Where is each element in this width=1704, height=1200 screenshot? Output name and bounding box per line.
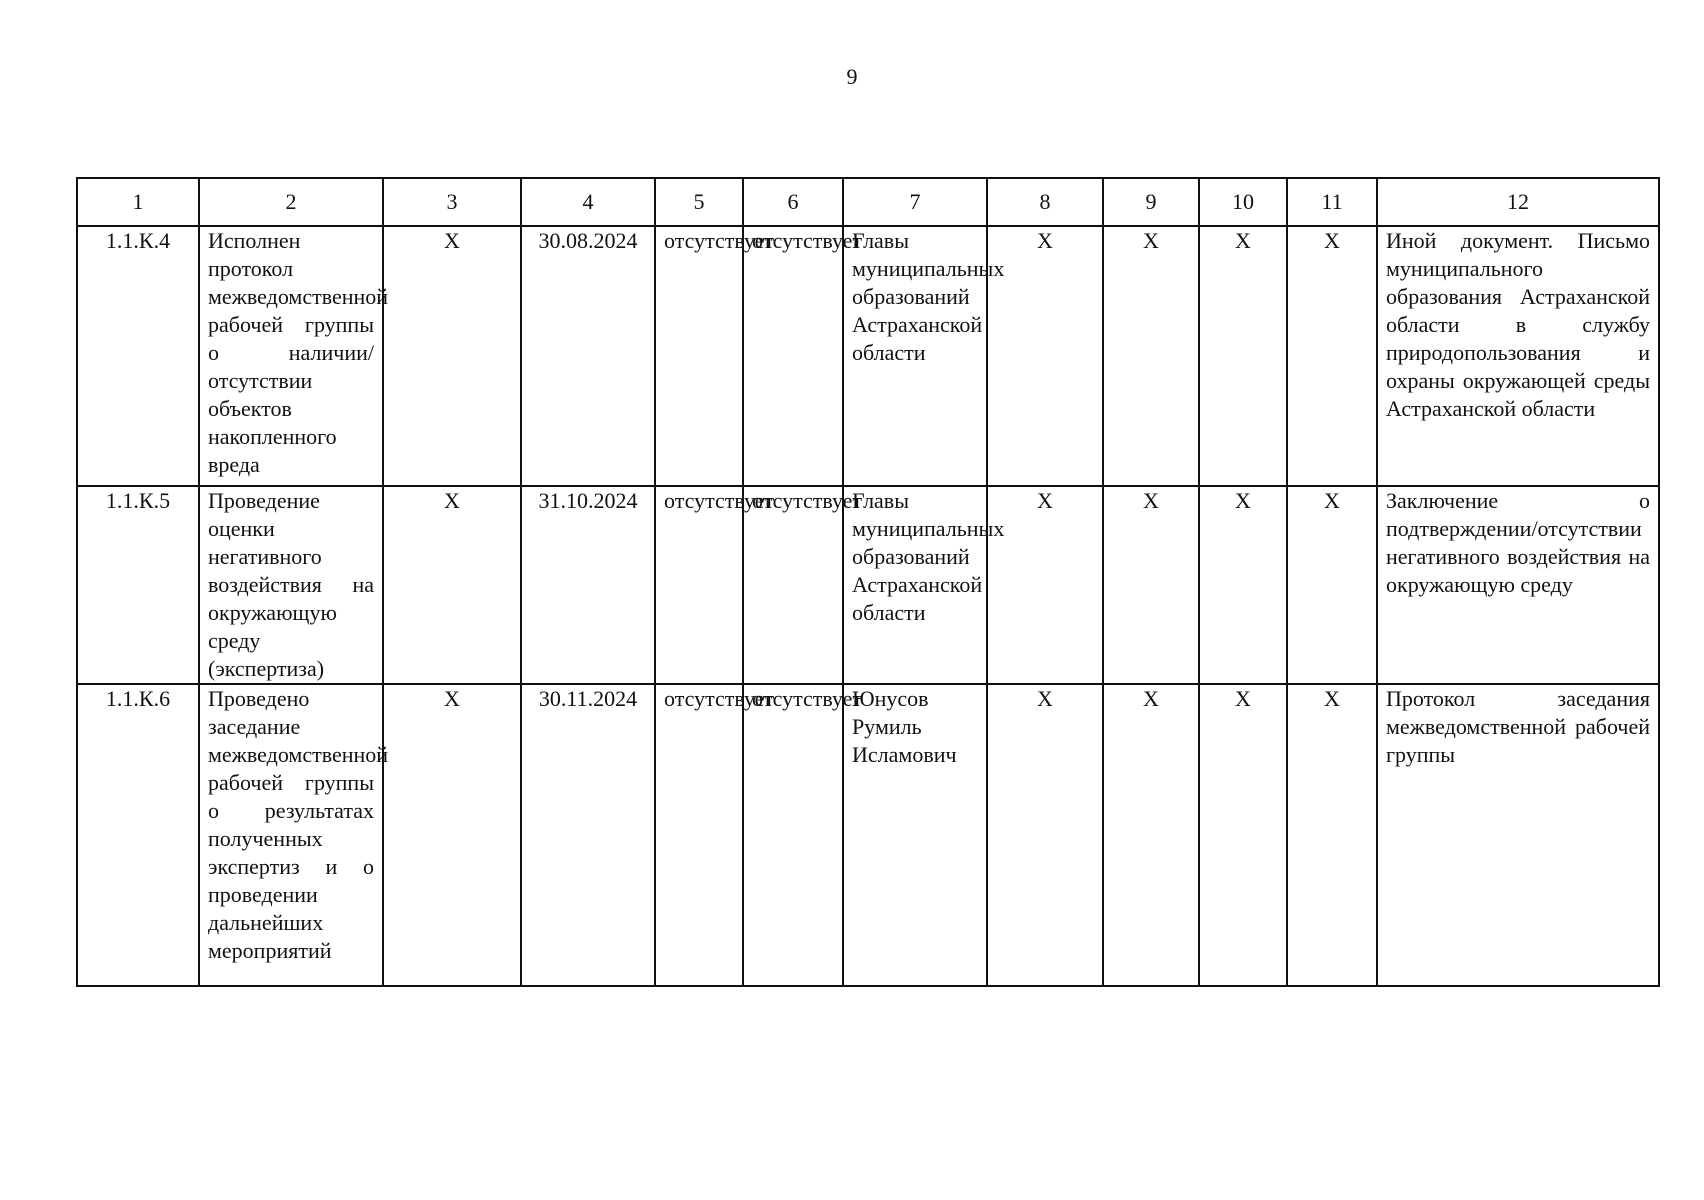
row-code: 1.1.К.6: [77, 684, 199, 986]
row-document: Иной документ. Письмо муниципального образования Астраханской области в службу природопользования и охраны окружающей среды Астраханской области: [1377, 226, 1659, 486]
row-mark: Х: [1199, 684, 1287, 986]
measures-table: [76, 177, 1660, 987]
row-responsible: Юнусов Румиль Исламович: [843, 684, 987, 986]
row-code: 1.1.К.5: [77, 486, 199, 684]
row-description: Проведено заседание межведомственной рабочей группы о результатах полученных экспертиз и о проведении дальнейших мероприятий: [199, 684, 383, 986]
row-mark: Х: [383, 486, 521, 684]
row-col5: отсутствует: [655, 684, 743, 986]
column-header: 8: [987, 178, 1103, 226]
column-header: 12: [1377, 178, 1659, 226]
row-description: Исполнен протокол межведомственной рабочей группы о наличии/отсутствии объектов накопленного вреда: [199, 226, 383, 486]
column-header: 10: [1199, 178, 1287, 226]
row-col5: отсутствует: [655, 486, 743, 684]
row-mark: Х: [1103, 684, 1199, 986]
table-row: [77, 226, 1659, 486]
row-mark: Х: [1287, 684, 1377, 986]
row-mark: Х: [1287, 486, 1377, 684]
table-header-row: [77, 178, 1659, 226]
row-mark: Х: [987, 226, 1103, 486]
row-date: 30.11.2024: [521, 684, 655, 986]
row-code: 1.1.К.4: [77, 226, 199, 486]
row-description: Проведение оценки негативного воздействия на окружающую среду (экспертиза): [199, 486, 383, 684]
column-header: 6: [743, 178, 843, 226]
row-responsible: Главы муниципальных образований Астраханской области: [843, 226, 987, 486]
column-header: 1: [77, 178, 199, 226]
column-header: 11: [1287, 178, 1377, 226]
row-date: 31.10.2024: [521, 486, 655, 684]
column-header: 9: [1103, 178, 1199, 226]
column-header: 7: [843, 178, 987, 226]
table-row: [77, 684, 1659, 986]
row-document: Протокол заседания межведомственной рабочей группы: [1377, 684, 1659, 986]
row-mark: Х: [1103, 226, 1199, 486]
row-document: Заключение о подтверждении/отсутствии негативного воздействия на окружающую среду: [1377, 486, 1659, 684]
column-header: 2: [199, 178, 383, 226]
row-mark: Х: [1199, 486, 1287, 684]
row-col6: отсутствует: [743, 226, 843, 486]
row-mark: Х: [383, 226, 521, 486]
row-date: 30.08.2024: [521, 226, 655, 486]
column-header: 4: [521, 178, 655, 226]
row-mark: Х: [1103, 486, 1199, 684]
column-header: 5: [655, 178, 743, 226]
row-mark: Х: [383, 684, 521, 986]
row-mark: Х: [987, 684, 1103, 986]
row-col6: отсутствует: [743, 684, 843, 986]
row-mark: Х: [1199, 226, 1287, 486]
row-responsible: Главы муниципальных образований Астраханской области: [843, 486, 987, 684]
row-mark: Х: [1287, 226, 1377, 486]
table-row: [77, 486, 1659, 684]
row-mark: Х: [987, 486, 1103, 684]
page-number: 9: [846, 64, 858, 89]
row-col5: отсутствует: [655, 226, 743, 486]
column-header: 3: [383, 178, 521, 226]
row-col6: отсутствует: [743, 486, 843, 684]
